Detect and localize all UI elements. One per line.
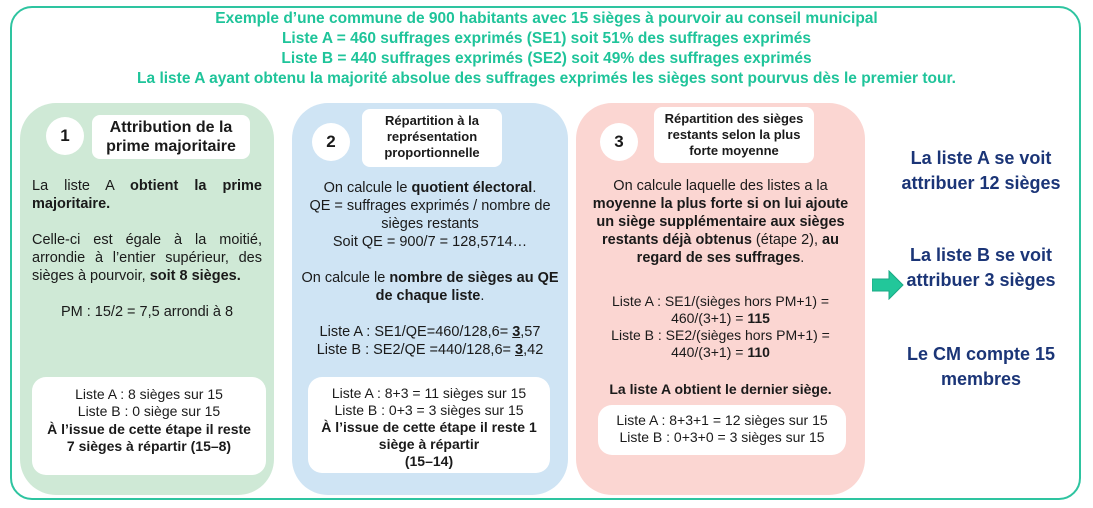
result-cm-total: Le CM compte 15 membres bbox=[906, 344, 1056, 389]
step-2-qe-formula: QE = suffrages exprimés / nombre de sièges restants bbox=[309, 198, 551, 232]
step-1-p2-text: Celle-ci est égale à la moitié, arrondie à l’entier supérieur, des sièges à pourvoir, bbox=[32, 232, 262, 284]
step-2-result-box bbox=[308, 377, 550, 473]
step-2-calc-a-text: Liste A : SE1/QE=460/128,6= bbox=[319, 324, 513, 340]
step-1-number: 1 bbox=[46, 117, 84, 155]
step-3-paragraph-1 bbox=[584, 177, 857, 267]
step-3-calc-b-line-2 bbox=[584, 344, 857, 361]
step-1-p1-bold: obtient la prime majoritaire. bbox=[32, 178, 262, 212]
step-1-p2-bold: soit 8 sièges. bbox=[149, 268, 241, 284]
step-2-box-line-1: Liste A : 8+3 = 11 sièges sur 15 bbox=[331, 385, 527, 401]
step-2-p2-text: On calcule le bbox=[301, 270, 390, 286]
step-3-title bbox=[654, 107, 814, 163]
step-2-calc-a bbox=[298, 323, 562, 341]
step-2-calc-a-decimal: ,57 bbox=[520, 324, 541, 340]
step-2-title-line-1: Répartition à la bbox=[385, 113, 479, 128]
header-line-2: Liste A = 460 suffrages exprimés (SE1) soit 51% des suffrages exprimés bbox=[281, 30, 812, 47]
step-3-result-box bbox=[598, 405, 846, 455]
step-1-box-line-3: À l’issue de cette étape il reste 7 sièges à répartir (15–8) bbox=[47, 421, 251, 454]
step-3-p1-bold-2: au regard de ses suffrages bbox=[636, 232, 839, 266]
header bbox=[0, 9, 1093, 89]
step-1-panel bbox=[20, 103, 274, 495]
step-3-calc-b-line-1: Liste B : SE2/(sièges hors PM+1) = bbox=[611, 327, 830, 343]
step-2-box-line-2: Liste B : 0+3 = 3 sièges sur 15 bbox=[334, 402, 524, 418]
step-1-box-line-1: Liste A : 8 sièges sur 15 bbox=[75, 386, 223, 402]
step-2-panel bbox=[292, 103, 568, 495]
header-line-1: Exemple d’une commune de 900 habitants avec 15 sièges à pourvoir au conseil municipal bbox=[215, 10, 878, 27]
step-1-result-box bbox=[32, 377, 266, 475]
step-2-calc-b-text: Liste B : SE2/QE =440/128,6= bbox=[316, 342, 516, 358]
step-2-calc-a-integer: 3 bbox=[512, 324, 521, 340]
header-line-3: Liste B = 440 suffrages exprimés (SE2) soit 49% des suffrages exprimés bbox=[281, 50, 812, 67]
step-3-title-line-3: forte moyenne bbox=[689, 143, 779, 158]
step-2-body bbox=[298, 179, 562, 359]
step-2-p2-end: . bbox=[480, 288, 485, 304]
step-2-title bbox=[362, 109, 502, 167]
step-1-box-line-2: Liste B : 0 siège sur 15 bbox=[77, 403, 221, 419]
step-3-calc-a-line-1: Liste A : SE1/(sièges hors PM+1) = bbox=[611, 293, 830, 309]
header-line-4: La liste A ayant obtenu la majorité absolue des suffrages exprimés les sièges sont pourvus dès le premier tour. bbox=[137, 70, 956, 87]
step-3-body bbox=[584, 177, 857, 267]
step-3-last-seat: La liste A obtient le dernier siège. bbox=[609, 381, 832, 397]
step-3-p1-text: On calcule laquelle des listes a la bbox=[613, 178, 828, 194]
step-1-paragraph-1 bbox=[32, 177, 262, 213]
step-2-number: 2 bbox=[312, 123, 350, 161]
step-3-box-line-2: Liste B : 0+3+0 = 3 sièges sur 15 bbox=[619, 429, 825, 445]
step-3-panel bbox=[576, 103, 865, 495]
step-2-p1-bold: quotient électoral bbox=[411, 180, 533, 196]
step-1-title bbox=[92, 115, 250, 159]
step-1-paragraph-2 bbox=[32, 231, 262, 285]
step-3-box-line-1: Liste A : 8+3+1 = 12 sièges sur 15 bbox=[616, 412, 828, 428]
step-1-body bbox=[32, 177, 262, 321]
step-3-p1-text-2: (étape 2), bbox=[751, 232, 823, 248]
step-2-p1-text: On calcule le bbox=[323, 180, 412, 196]
step-3-title-line-2: restants selon la plus bbox=[667, 127, 801, 142]
step-1-title-line-1: Attribution de la bbox=[109, 119, 233, 136]
step-2-box-line-3: À l’issue de cette étape il reste 1 siège à répartir bbox=[321, 419, 537, 452]
step-3-title-line-1: Répartition des sièges bbox=[664, 111, 804, 126]
step-3-p1-bold: moyenne la plus forte si on lui ajoute un siège supplémentaire aux sièges restants déjà obtenus bbox=[592, 196, 849, 248]
step-3-calc-a-line-2 bbox=[584, 310, 857, 327]
step-3-calc-b-expr: 440/(3+1) = bbox=[671, 344, 748, 360]
step-2-calc-b-decimal: ,42 bbox=[523, 342, 544, 358]
step-2-qe-value: Soit QE = 900/7 = 128,5714… bbox=[332, 234, 528, 250]
step-1-title-line-2: prime majoritaire bbox=[106, 138, 236, 155]
step-2-paragraph-1 bbox=[298, 179, 562, 197]
step-2-box-line-4: (15–14) bbox=[404, 453, 454, 469]
step-3-calc-a-expr: 460/(3+1) = bbox=[671, 310, 748, 326]
result-list-b: La liste B se voit attribuer 3 sièges bbox=[906, 245, 1056, 290]
step-3-calc-b-result: 110 bbox=[747, 344, 770, 360]
step-2-p2-bold: nombre de sièges au QE de chaque liste bbox=[375, 270, 559, 304]
step-1-p1-text: La liste A bbox=[32, 178, 131, 194]
step-3-p1-end: . bbox=[800, 250, 805, 266]
step-2-calc-b-integer: 3 bbox=[515, 342, 524, 358]
step-2-p1-end: . bbox=[532, 180, 537, 196]
step-1-pm-formula: PM : 15/2 = 7,5 arrondi à 8 bbox=[60, 304, 234, 320]
step-2-title-line-3: proportionnelle bbox=[384, 145, 480, 160]
step-2-paragraph-2 bbox=[298, 269, 562, 305]
step-3-number: 3 bbox=[600, 123, 638, 161]
step-2-calc-b bbox=[298, 341, 562, 359]
step-2-title-line-2: représentation bbox=[386, 129, 478, 144]
result-list-a: La liste A se voit attribuer 12 sièges bbox=[901, 148, 1061, 193]
step-3-calc-a-result: 115 bbox=[747, 310, 770, 326]
step-3-calcs bbox=[584, 293, 857, 361]
